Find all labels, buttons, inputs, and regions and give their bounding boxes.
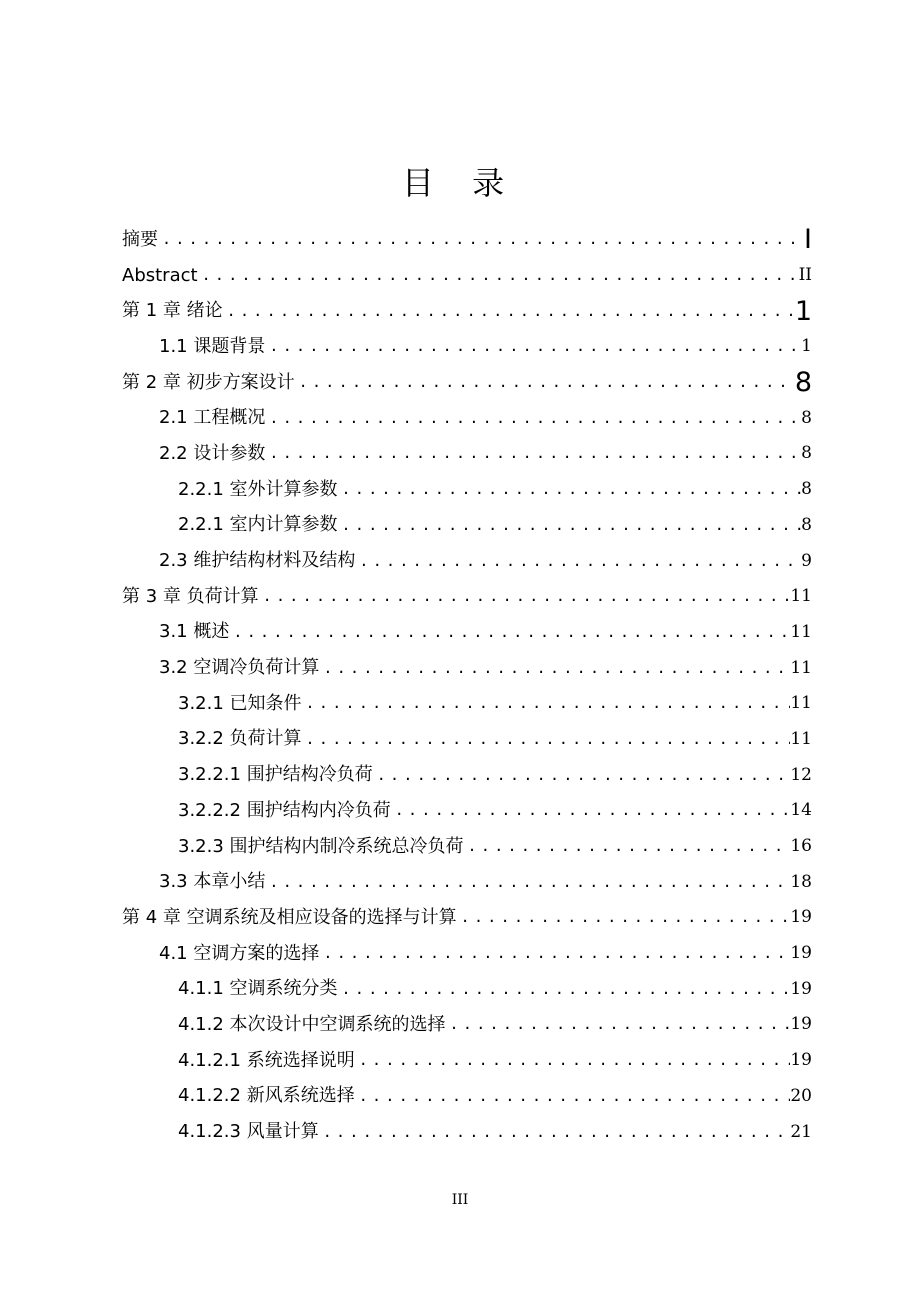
toc-entry-label: 4.1.2.1 系统选择说明: [178, 1049, 355, 1071]
dot-leader: [223, 304, 795, 319]
toc-entry-label: 2.2 设计参数: [159, 442, 266, 464]
toc-entry-label: Abstract: [122, 264, 198, 286]
dot-leader: [319, 946, 790, 961]
toc-entry-label: 3.2.1 已知条件: [178, 692, 302, 714]
toc-entry[interactable]: [122, 329, 812, 365]
toc-entry-page: 11: [790, 621, 812, 642]
toc-entry-label: 3.2.2.1 围护结构冷负荷: [178, 764, 373, 786]
toc-entry[interactable]: [122, 615, 812, 651]
dot-leader: [319, 661, 790, 676]
dot-leader: [373, 768, 791, 783]
dot-leader: [229, 625, 790, 640]
toc-entry-page: 8: [801, 479, 812, 500]
toc-entry[interactable]: [122, 829, 812, 865]
toc-entry-page: 19: [790, 907, 812, 928]
toc-entry-label: 摘要: [122, 228, 158, 250]
toc-entry-page: 18: [790, 871, 812, 892]
dot-leader: [446, 1017, 791, 1032]
dot-leader: [464, 839, 791, 854]
toc-entry-page: 8: [801, 407, 812, 428]
toc-entry-label: 1.1 课题背景: [159, 335, 266, 357]
toc-entry[interactable]: [122, 864, 812, 900]
dot-leader: [259, 589, 791, 604]
toc-entry-page: 19: [790, 1014, 812, 1035]
toc-entry[interactable]: [122, 1079, 812, 1115]
toc-entry[interactable]: [122, 650, 812, 686]
toc-entry-page: I: [804, 224, 812, 256]
dot-leader: [265, 411, 801, 426]
toc-entry[interactable]: [122, 686, 812, 722]
toc-entry-page: 1: [794, 295, 812, 327]
toc-entry-label: 第 1 章 绪论: [122, 300, 223, 322]
toc-entry-page: 21: [790, 1121, 812, 1142]
toc-entry[interactable]: [122, 365, 812, 401]
toc-entry[interactable]: [122, 900, 812, 936]
toc-entry-label: 3.1 概述: [159, 621, 230, 643]
toc-entry-label: 第 2 章 初步方案设计: [122, 371, 295, 393]
toc-entry-page: 11: [790, 657, 812, 678]
toc-entry[interactable]: [122, 793, 812, 829]
dot-leader: [302, 696, 791, 711]
toc-entry[interactable]: [122, 757, 812, 793]
toc-entry[interactable]: [122, 579, 812, 615]
toc-entry-page: 11: [790, 586, 812, 607]
toc-entry[interactable]: [122, 258, 812, 294]
dot-leader: [319, 1125, 791, 1140]
toc-entry-page: 11: [790, 728, 812, 749]
dot-leader: [265, 339, 801, 354]
toc-entry-page: 11: [790, 693, 812, 714]
toc-entry-page: 8: [801, 443, 812, 464]
dot-leader: [158, 232, 804, 247]
toc-entry-page: II: [798, 265, 812, 286]
dot-leader: [265, 875, 790, 890]
toc-entry[interactable]: [122, 543, 812, 579]
dot-leader: [391, 803, 791, 818]
toc-entry-label: 3.3 本章小结: [159, 871, 266, 893]
toc-entry[interactable]: [122, 472, 812, 508]
toc-entry-label: 4.1.1 空调系统分类: [178, 978, 338, 1000]
toc-entry-label: 3.2 空调冷负荷计算: [159, 657, 320, 679]
toc-entry-page: 19: [790, 978, 812, 999]
dot-leader: [338, 982, 791, 997]
toc-entry[interactable]: [122, 508, 812, 544]
toc-entry[interactable]: [122, 936, 812, 972]
toc-entry-label: 2.2.1 室外计算参数: [178, 478, 338, 500]
toc-entry-label: 2.3 维护结构材料及结构: [159, 550, 356, 572]
toc-list: [122, 222, 812, 1150]
dot-leader: [295, 375, 795, 390]
page-number: III: [451, 1192, 469, 1208]
toc-entry[interactable]: [122, 400, 812, 436]
dot-leader: [355, 554, 801, 569]
toc-entry[interactable]: [122, 722, 812, 758]
dot-leader: [338, 482, 802, 497]
toc-entry-label: 4.1 空调方案的选择: [159, 942, 320, 964]
toc-entry[interactable]: [122, 293, 812, 329]
toc-entry-page: 19: [790, 943, 812, 964]
page-title: 目 录: [401, 164, 519, 202]
toc-entry-page: 14: [790, 800, 812, 821]
toc-entry-label: 3.2.2.2 围护结构内冷负荷: [178, 799, 391, 821]
toc-entry[interactable]: [122, 1007, 812, 1043]
toc-entry[interactable]: [122, 971, 812, 1007]
toc-entry-label: 2.1 工程概况: [159, 407, 266, 429]
toc-entry-page: 12: [790, 764, 812, 785]
toc-entry[interactable]: [122, 1114, 812, 1150]
toc-entry-page: 1: [801, 336, 812, 357]
toc-entry-page: 8: [801, 514, 812, 535]
toc-entry-label: 4.1.2.3 风量计算: [178, 1121, 319, 1143]
dot-leader: [302, 732, 791, 747]
toc-entry-page: 19: [790, 1050, 812, 1071]
dot-leader: [198, 268, 799, 283]
toc-entry-label: 2.2.1 室内计算参数: [178, 514, 338, 536]
dot-leader: [355, 1089, 791, 1104]
toc-entry-page: 16: [790, 836, 812, 857]
toc-entry-label: 3.2.3 围护结构内制冷系统总冷负荷: [178, 835, 464, 857]
toc-entry-page: 8: [794, 367, 812, 399]
toc-entry-label: 第 4 章 空调系统及相应设备的选择与计算: [122, 906, 457, 928]
dot-leader: [265, 446, 801, 461]
toc-entry-page: 9: [801, 550, 812, 571]
toc-entry-page: 20: [790, 1085, 812, 1106]
toc-entry[interactable]: [122, 436, 812, 472]
dot-leader: [355, 1053, 791, 1068]
toc-entry-label: 第 3 章 负荷计算: [122, 585, 259, 607]
dot-leader: [457, 910, 791, 925]
toc-entry[interactable]: [122, 222, 812, 258]
toc-entry-label: 3.2.2 负荷计算: [178, 728, 302, 750]
toc-entry-label: 4.1.2 本次设计中空调系统的选择: [178, 1013, 446, 1035]
toc-entry-label: 4.1.2.2 新风系统选择: [178, 1085, 355, 1107]
toc-entry[interactable]: [122, 1043, 812, 1079]
dot-leader: [338, 518, 802, 533]
